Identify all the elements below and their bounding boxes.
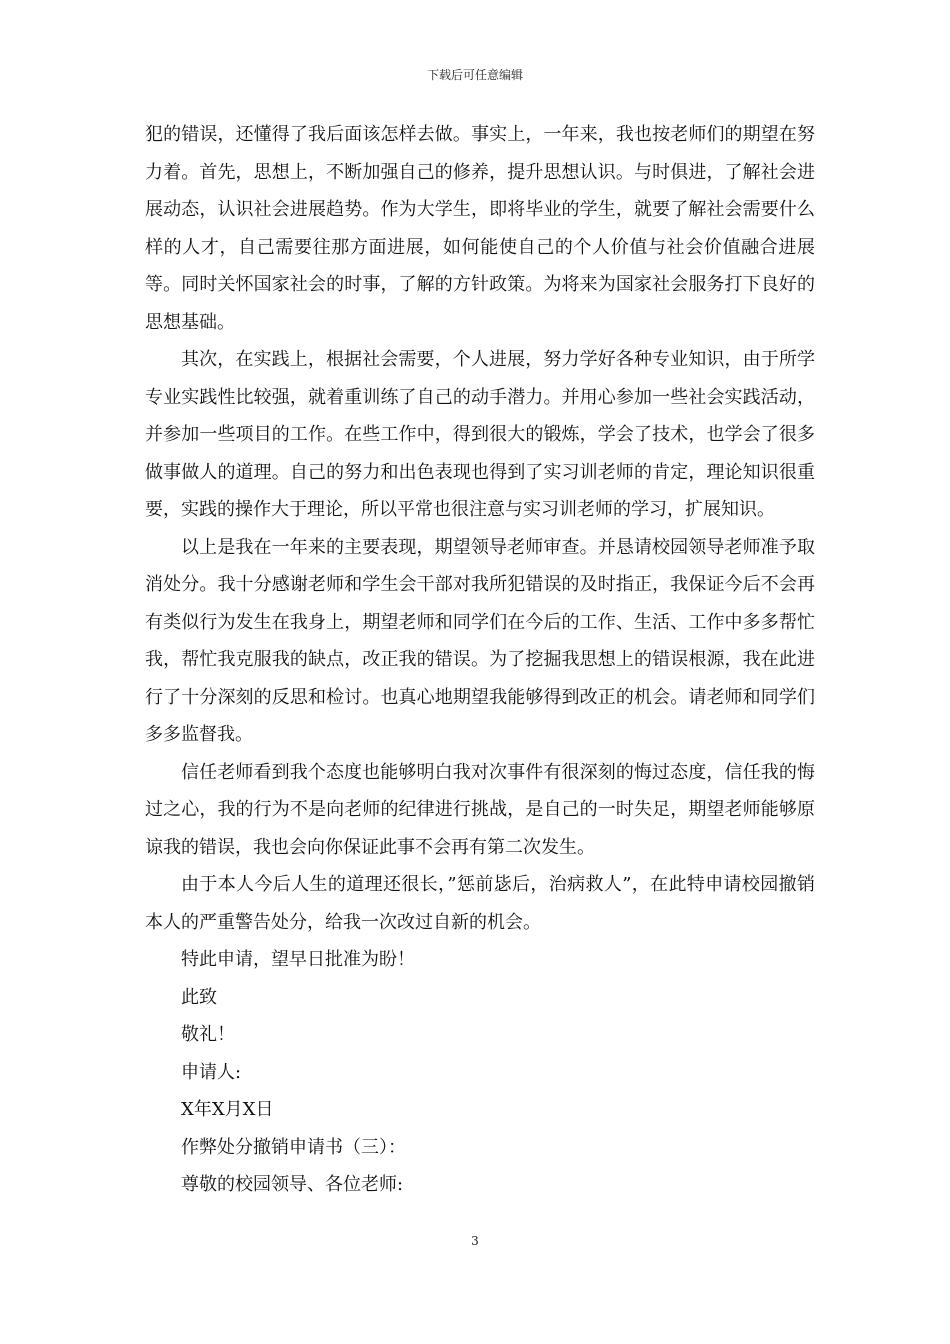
closing-request: 特此申请，望早日批准为盼！ bbox=[181, 949, 415, 970]
closing-regards: 敬礼！ bbox=[181, 1024, 235, 1045]
paragraph-4: 信任老师看到我个态度也能够明白我对次事件有很深刻的悔过态度，信任我的悔过之心，我的行为不是向老师的纪律进行挑战，是自己的一时失足，期望老师能够原谅我的错误，我也会向你保证此事不会再有第二次发生。 bbox=[145, 761, 815, 858]
paragraph-5: 由于本人今后人生的道理还很长，”惩前毖后，治病救人”，在此特申请校园撤销本人的严重警告处分，给我一次改过自新的机会。 bbox=[145, 874, 815, 933]
paragraph-1: 犯的错误，还懂得了我后面该怎样去做。事实上，一年来，我也按老师们的期望在努力着。首先，思想上，不断加强自己的修养，提升思想认识。与时俱进，了解社会进展动态，认识社会进展趋势。作为大学生，即将毕业的学生，就要了解社会需要什么样的人才，自己需要往那方面进展，如何能使自己的个人价值与社会价值融合进展等。同时关怀国家社会的时事，了解的方针政策。为将来为国家社会服务打下良好的思想基础。 bbox=[145, 124, 815, 333]
applicant-label: 申请人: bbox=[181, 1061, 242, 1083]
next-section-title: 作弊处分撤销申请书（三）： bbox=[181, 1136, 406, 1158]
paragraph-2: 其次，在实践上，根据社会需要，个人进展，努力学好各种专业知识，由于所学专业实践性比较强，就着重训练了自己的动手潜力。并用心参加一些社会实践活动，并参加一些项目的工作。在些工作中，得到很大的锻炼，学会了技术，也学会了很多做事做人的道理。自己的努力和出色表现也得到了实习训老师的肯定，理论知识很重要，实践的操作大于理论，所以平常也很注意与实习训老师的学习，扩展知识。 bbox=[145, 349, 815, 520]
page-number: 3 bbox=[471, 1234, 479, 1248]
document-body bbox=[145, 116, 815, 1204]
closing-salutation: 此致 bbox=[181, 986, 217, 1008]
date-line: X年X月X日 bbox=[181, 1099, 274, 1120]
paragraph-3: 以上是我在一年来的主要表现，期望领导老师审查。并恳请校园领导老师准予取消处分。我十分感谢老师和学生会干部对我所犯错误的及时指正，我保证今后不会再有类似行为发生在我身上，期望老师和同学们在今后的工作、生活、工作中多多帮忙我，帮忙我克服我的缺点，改正我的错误。为了挖掘我思想上的错误根源，我在此进行了十分深刻的反思和检讨。也真心地期望我能够得到改正的机会。请老师和同学们多多监督我。 bbox=[145, 536, 815, 745]
page-header: 下载后可任意编辑 bbox=[426, 68, 523, 82]
next-section-greeting: 尊敬的校园领导、各位老师: bbox=[181, 1174, 404, 1195]
